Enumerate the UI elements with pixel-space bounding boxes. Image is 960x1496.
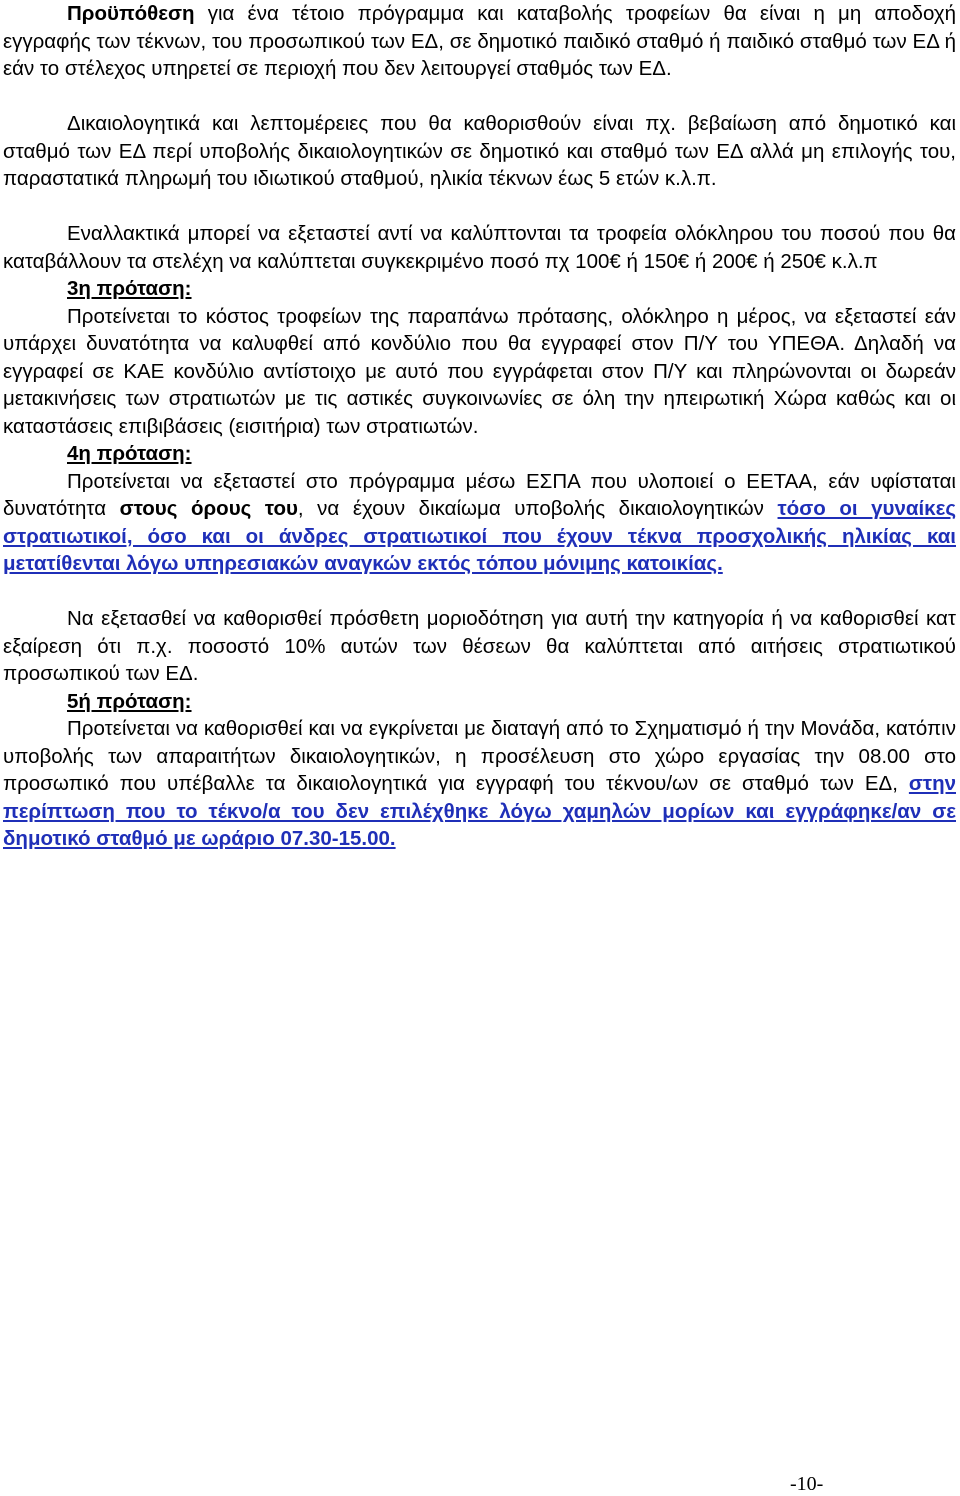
paragraph-proposal-4	[3, 468, 956, 578]
proposal-5-highlight: στην περίπτωση που το τέκνο/α του δεν επιλέχθηκε λόγω χαμηλών μορίων και εγγράφηκε/αν σε δημοτικό σταθμό με ωράριο 07.30-15.00.	[3, 772, 956, 850]
paragraph-precondition	[3, 0, 956, 83]
paragraph-documents: Δικαιολογητικά και λεπτομέρειες που θα καθορισθούν είναι πχ. βεβαίωση από δημοτικό και σταθμό των ΕΔ περί υποβολής δικαιολογητικών σε δημοτικό και σταθμό των ΕΔ αλλά μη επιλογής του, παραστατικά πληρωμή του ιδιωτικού σταθμού, ηλικία τέκνων έως 5 ετών κ.λ.π.	[3, 112, 956, 190]
proposal-5-text: Προτείνεται να καθορισθεί και να εγκρίνεται με διαταγή από το Σχηματισμό ή την Μονάδα, κατόπιν υποβολής των απαραιτήτων δικαιολογητικών, η προσέλευση στο χώρο εργασίας την 08.00 στο προσωπικό που υπέβαλλε τα δικαιολογητικά για εγγραφή του τέκνου/ων σε σταθμό των ΕΔ,	[3, 717, 956, 795]
paragraph-alternative: Εναλλακτικά μπορεί να εξεταστεί αντί να καλύπτονται τα τροφεία ολόκληρου του ποσού που θα καταβάλλουν τα στελέχη να καλύπτεται συγκεκριμένο ποσό πχ 100€ ή 150€ ή 200€ ή 250€ κ.λ.π	[3, 222, 956, 273]
paragraph-proposal-5	[3, 715, 956, 853]
paragraph-proposal-3: Προτείνεται το κόστος τροφείων της παραπάνω πρότασης, ολόκληρο η μέρος, να εξεταστεί εάν υπάρχει δυνατότητα να καλυφθεί από κονδύλιο που θα εγγραφεί στον Π/Υ του ΥΠΕΘΑ. Δηλαδή να εγγραφεί σε ΚΑΕ κονδύλιο αντίστοιχο με αυτό που εγγράφεται στον Π/Υ και πληρώνονται οι δωρεάν μετακινήσεις των στρατιωτών με τις αστικές συγκοινωνίες σε όλη την ηπειρωτική Χώρα καθώς και οι καταστάσεις επιβιβάσεις (εισιτήρια) των στρατιωτών.	[3, 304, 956, 438]
heading-proposal-3: 3η πρόταση:	[67, 277, 192, 300]
page-number: -10-	[790, 1473, 824, 1495]
heading-proposal-4: 4η πρόταση:	[67, 442, 192, 465]
proposal-4-bold: στους όρους του	[119, 497, 298, 520]
heading-proposal-5: 5ή πρόταση:	[67, 689, 192, 713]
paragraph-quota: Να εξετασθεί να καθορισθεί πρόσθετη μοριοδότηση για αυτή την κατηγορία ή να καθορισθεί κατ εξαίρεση ότι π.χ. ποσοστό 10% αυτών των θέσεων θα καλύπτεται από αιτήσεις στρατιωτικού προσωπικού των ΕΔ.	[3, 607, 956, 685]
precondition-lead: Προϋπόθεση	[67, 2, 195, 25]
proposal-4-highlight: τόσο οι γυναίκες στρατιωτικοί, όσο και οι άνδρες στρατιωτικοί που έχουν τέκνα προσχολικής ηλικίας και μετατίθενται λόγω υπηρεσιακών αναγκών εκτός τόπου μόνιμης κατοικίας.	[3, 497, 956, 575]
precondition-text: για ένα τέτοιο πρόγραμμα και καταβολής τροφείων θα είναι η μη αποδοχή εγγραφής των τέκνων, του προσωπικού των ΕΔ, σε δημοτικό παιδικό σταθμό ή παιδικό σταθμό των ΕΔ ή εάν το στέλεχος υπηρετεί σε περιοχή που δεν λειτουργεί σταθμός των ΕΔ.	[3, 2, 956, 80]
proposal-4-text-b: , να έχουν δικαίωμα υποβολής δικαιολογητικών	[297, 497, 778, 520]
proposal-4-text-a: Προτείνεται να εξεταστεί στο πρόγραμμα μέσω ΕΣΠΑ που υλοποιεί ο ΕΕΤΑΑ, εάν υφίσταται δυνατότητα	[3, 469, 956, 520]
